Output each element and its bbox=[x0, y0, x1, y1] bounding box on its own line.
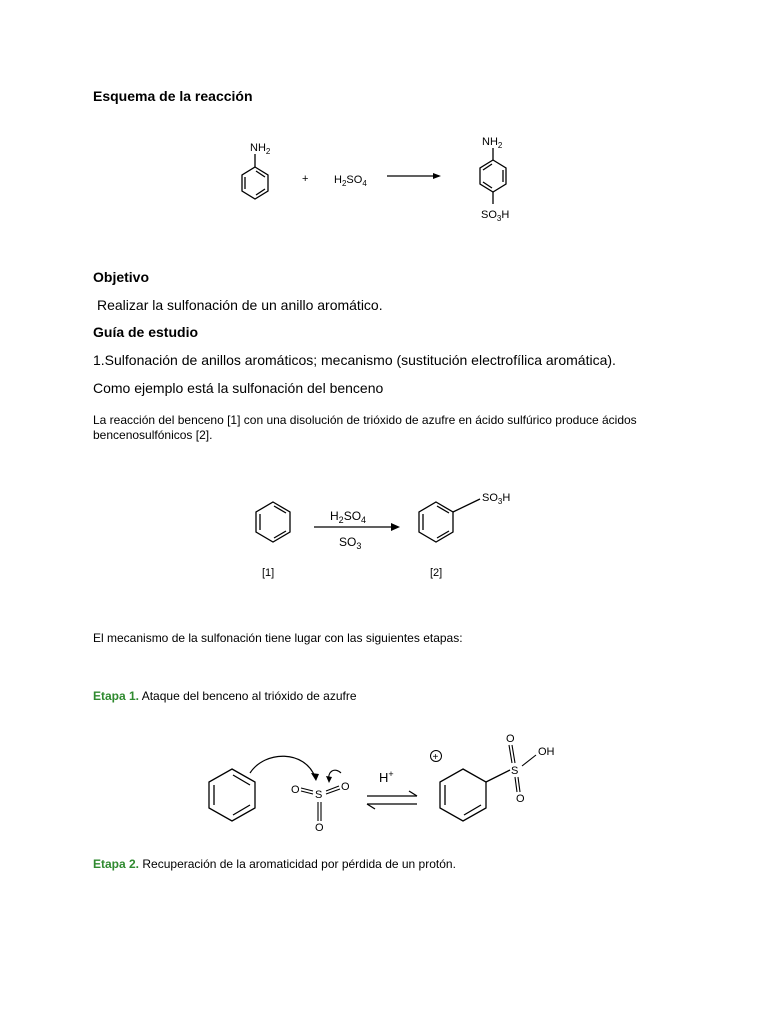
step-1-line bbox=[93, 689, 357, 704]
step-1-label: Etapa 1. bbox=[93, 689, 140, 703]
so3-o-left: O bbox=[291, 784, 300, 796]
objective-text: Realizar la sulfonación de un anillo aromático. bbox=[97, 297, 383, 313]
step-1-text: Ataque del benceno al trióxido de azufre bbox=[141, 689, 357, 703]
catalyst-label: H+ bbox=[379, 769, 394, 785]
mechanism-intro: El mecanismo de la sulfonación tiene lugar con las siguientes etapas: bbox=[93, 631, 463, 645]
equilibrium-arrows bbox=[367, 791, 417, 809]
benzenesulfonic-ring bbox=[419, 499, 480, 542]
reaction-scheme-benzene bbox=[240, 485, 540, 585]
sulfanilic-ring bbox=[480, 148, 506, 204]
charge-sign: + bbox=[432, 752, 439, 763]
sulfonyl-oh: OH bbox=[538, 746, 555, 758]
mechanism-benzene-ring bbox=[209, 769, 255, 821]
aniline-ring bbox=[242, 154, 268, 199]
sulfuric-acid-label: $H_2SO_4$ bbox=[334, 174, 367, 188]
product-so3h-2: $SO_3H$ bbox=[482, 492, 511, 506]
sulfonyl-o-top: O bbox=[506, 733, 515, 745]
mechanism-scheme bbox=[195, 725, 575, 840]
reagent-top: $H_2SO_4$ bbox=[330, 509, 367, 525]
reaction-arrow-2 bbox=[314, 523, 400, 531]
sulfonyl-s: S bbox=[511, 765, 519, 777]
step-2-line bbox=[93, 857, 456, 872]
guide-item: 1.Sulfonación de anillos aromáticos; mecanismo (sustitución electrofílica aromática). bbox=[93, 352, 616, 368]
example-text: Como ejemplo está la sulfonación del benceno bbox=[93, 380, 384, 396]
step-2-label: Etapa 2. bbox=[93, 857, 140, 871]
sigma-complex-ring bbox=[440, 769, 510, 821]
so3-o-right: O bbox=[341, 781, 350, 793]
benzene-ring bbox=[256, 502, 290, 542]
step-2-text: Recuperación de la aromaticidad por pérdida de un protón. bbox=[142, 857, 456, 871]
sulfonyl-o-bottom: O bbox=[516, 793, 525, 805]
scheme-heading: Esquema de la reacción bbox=[93, 88, 253, 104]
label-1: [1] bbox=[262, 567, 275, 579]
product-so3h-label: $SO_3H$ bbox=[481, 209, 510, 223]
aniline-nh2-label: $NH_2$ bbox=[250, 142, 271, 156]
reaction-arrow-1 bbox=[387, 173, 441, 179]
reaction-description: La reacción del benceno [1] con una disolución de trióxido de azufre en ácido sulfúrico produce ácidos bencenosulfónicos [2]. bbox=[93, 413, 637, 442]
reagent-bottom: $SO_3$ bbox=[339, 535, 362, 551]
so3-s: S bbox=[315, 789, 323, 801]
study-guide-heading: Guía de estudio bbox=[93, 324, 199, 340]
objective-heading: Objetivo bbox=[93, 269, 150, 285]
plus-sign: + bbox=[302, 173, 309, 185]
curved-arrow-attack bbox=[250, 756, 315, 777]
product-nh2-label: $NH_2$ bbox=[482, 136, 503, 150]
so3-o-bottom: O bbox=[315, 822, 324, 834]
reaction-scheme-aniline bbox=[225, 130, 545, 230]
label-2: [2] bbox=[430, 567, 443, 579]
